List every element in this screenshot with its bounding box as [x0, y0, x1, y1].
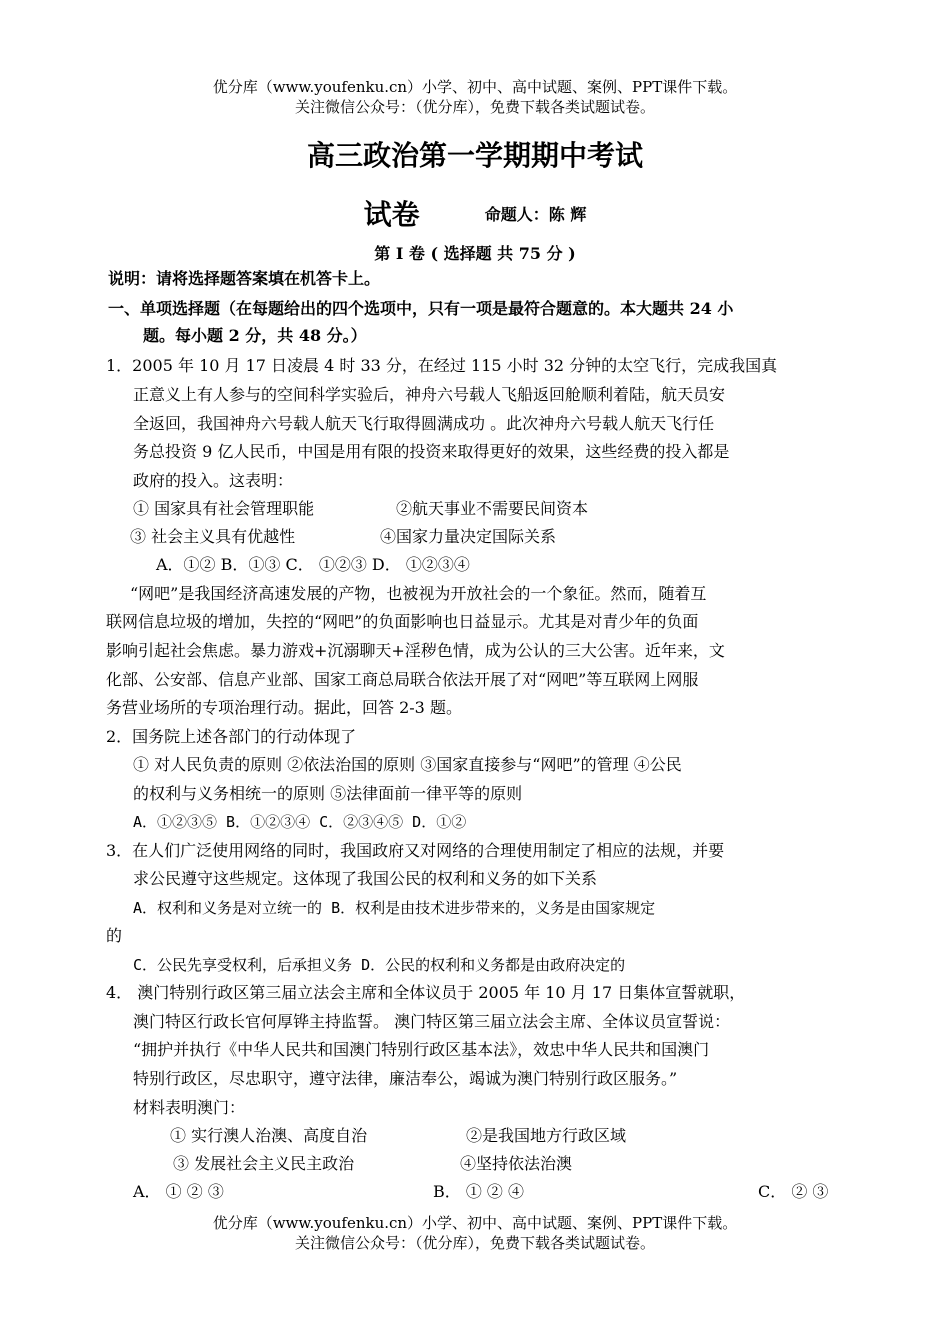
section-heading-line-2: 题。每小题 2 分，共 48 分。）	[143, 326, 367, 345]
header-line-1: 优分库（www.youfenku.cn）小学、初中、高中试题、案例、PPT课件下载。	[212, 78, 738, 96]
q4-stem-line-1: 4． 澳门特别行政区第三届立法会主席和全体议员于 2005 年 10 月 17 日集体宣誓就职，	[106, 983, 746, 1002]
q4-option-b: B． ① ② ④	[433, 1182, 525, 1201]
q3-stem-line-2: 求公民遵守这些规定。这体现了我国公民的权利和义务的如下关系	[133, 869, 598, 888]
q4-stem-line-2: 澳门特区行政长官何厚铧主持监誓。 澳门特区第三届立法会主席、全体议员宣誓说：	[133, 1012, 731, 1031]
q1-statement-1: ① 国家具有社会管理职能	[133, 499, 315, 518]
exam-title: 高三政治第一学期期中考试	[306, 139, 643, 172]
q1-statement-4: ④国家力量决定国际关系	[380, 527, 557, 546]
passage-line-1: “网吧”是我国经济高速发展的产物，也被视为开放社会的一个象征。然而，随着互	[130, 584, 707, 603]
q4-option-a: A． ① ② ③	[133, 1182, 224, 1201]
q3-stem-line-1: 3．在人们广泛使用网络的同时，我国政府又对网络的合理使用制定了相应的法规，并要	[106, 841, 725, 860]
q4-stem-line-4: 特别行政区，尽忠职守，遵守法律，廉洁奉公，竭诚为澳门特别行政区服务。”	[133, 1069, 678, 1088]
q4-stem-line-5: 材料表明澳门：	[133, 1098, 246, 1117]
q1-options: A．①② B．①③ C． ①②③ D． ①②③④	[156, 555, 470, 574]
q2-statements-line-2: 的权利与义务相统一的原则 ⑤法律面前一律平等的原则	[133, 784, 523, 803]
q4-statement-3: ③ 发展社会主义民主政治	[173, 1154, 355, 1173]
q1-stem-line-4: 务总投资 9 亿人民币，中国是用有限的投资来取得更好的效果，这些经费的投入都是	[133, 442, 730, 461]
passage-line-4: 化部、公安部、信息产业部、国家工商总局联合依法开展了对“网吧”等互联网上网服	[106, 670, 699, 689]
instruction-note: 说明：请将选择题答案填在机答卡上。	[108, 269, 381, 288]
q4-statement-4: ④坚持依法治澳	[460, 1154, 573, 1173]
subtitle-row	[0, 193, 950, 233]
q1-stem-line-5: 政府的投入。这表明：	[133, 471, 294, 490]
q4-statement-1: ① 实行澳人治澳、高度自治	[170, 1126, 368, 1145]
q3-options-c-d: C．公民先享受权利，后承担义务 D．公民的权利和义务都是由政府决定的	[133, 956, 626, 974]
q2-statements-line-1: ① 对人民负责的原则 ②依法治国的原则 ③国家直接参与“网吧”的管理 ④公民	[133, 755, 682, 774]
q4-option-c: C． ② ③	[758, 1182, 829, 1201]
q4-stem-line-3: “拥护并执行《中华人民共和国澳门特别行政区基本法》，效忠中华人民共和国澳门	[133, 1040, 710, 1059]
passage-line-3: 影响引起社会焦虑。暴力游戏+沉溺聊天+淫秽色情，成为公认的三大公害。近年来，文	[106, 641, 725, 660]
header-line-2: 关注微信公众号：（优分库），免费下载各类试题试卷。	[294, 98, 655, 116]
author: 命题人：陈 辉	[484, 204, 587, 224]
part-heading: 第 I 卷 ( 选择题 共 75 分 )	[374, 244, 576, 263]
footer-line-1: 优分库（www.youfenku.cn）小学、初中、高中试题、案例、PPT课件下载。	[212, 1214, 738, 1232]
q1-statement-2: ②航天事业不需要民间资本	[396, 499, 589, 518]
footer-line-2: 关注微信公众号：（优分库），免费下载各类试题试卷。	[294, 1234, 655, 1252]
q2-options: A．①②③⑤ B．①②③④ C．②③④⑤ D．①②	[133, 813, 467, 831]
q2-stem: 2．国务院上述各部门的行动体现了	[106, 727, 357, 746]
passage-line-2: 联网信息垃圾的增加，失控的“网吧”的负面影响也日益显示。尤其是对青少年的负面	[106, 612, 699, 631]
subtitle: 试卷	[363, 198, 420, 231]
q1-stem-line-2: 正意义上有人参与的空间科学实验后，神舟六号载人飞船返回舱顺利着陆，航天员安	[133, 385, 726, 404]
q3-option-b-wrap: 的	[106, 926, 123, 945]
q1-statement-3: ③ 社会主义具有优越性	[130, 527, 296, 546]
q1-stem-line-3: 全返回，我国神舟六号载人航天飞行取得圆满成功 。此次神舟六号载人航天飞行任	[133, 414, 715, 433]
passage-line-5: 务营业场所的专项治理行动。据此，回答 2-3 题。	[106, 698, 462, 717]
q3-options-a-b: A．权利和义务是对立统一的 B．权利是由技术进步带来的，义务是由国家规定	[133, 899, 656, 917]
q4-statement-2: ②是我国地方行政区域	[466, 1126, 627, 1145]
q1-stem-line-1: 1．2005 年 10 月 17 日凌晨 4 时 33 分，在经过 115 小时 32 分钟的太空飞行，完成我国真	[106, 356, 778, 375]
section-heading-line-1: 一、单项选择题（在每题给出的四个选项中，只有一项是最符合题意的。本大题共 24 小	[108, 299, 734, 318]
